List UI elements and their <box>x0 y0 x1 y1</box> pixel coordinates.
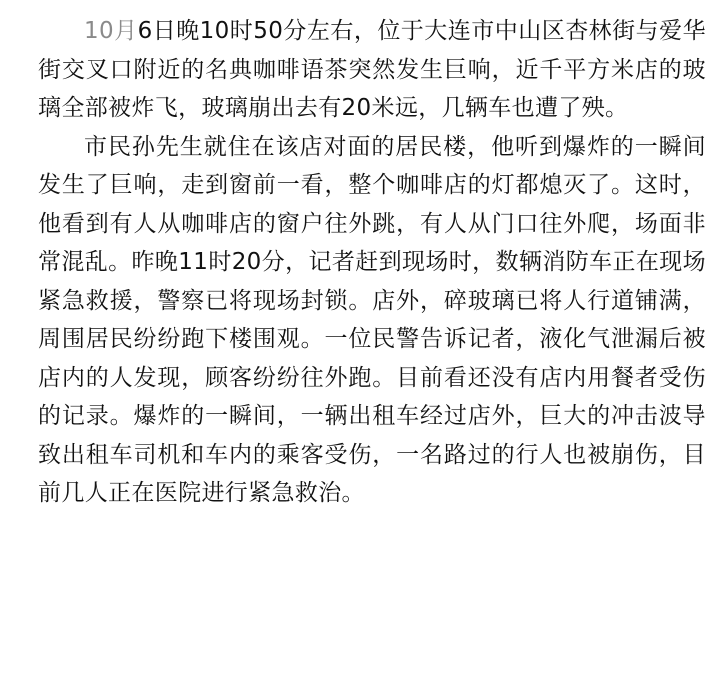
highlighted-date: 10月 <box>84 18 138 44</box>
paragraph-2-text: 市民孙先生就住在该店对面的居民楼，他听到爆炸的一瞬间发生了巨响，走到窗前一看，整个咖啡店的灯都熄灭了。这时，他看到有人从咖啡店的窗户往外跳，有人从门口往外爬，场面非常混乱。昨晚11时20分，记者赶到现场时，数辆消防车正在现场紧急救援，警察已将现场封锁。店外，碎玻璃已将人行道铺满，周围居民纷纷跑下楼围观。一位民警告诉记者，液化气泄漏后被店内的人发现，顾客纷纷往外跑。目前看还没有店内用餐者受伤的记录。爆炸的一瞬间，一辆出租车经过店外，巨大的冲击波导致出租车司机和车内的乘客受伤，一名路过的行人也被崩伤，目前几人正在医院进行紧急救治。 <box>38 133 706 506</box>
paragraph-2 <box>38 128 706 513</box>
paragraph-1 <box>38 12 706 128</box>
paragraph-1-text: 6日晚10时50分左右，位于大连市中山区杏林街与爱华街交叉口附近的名典咖啡语茶突然发生巨响，近千平方米店的玻璃全部被炸飞，玻璃崩出去有20米远，几辆车也遭了殃。 <box>38 18 706 121</box>
